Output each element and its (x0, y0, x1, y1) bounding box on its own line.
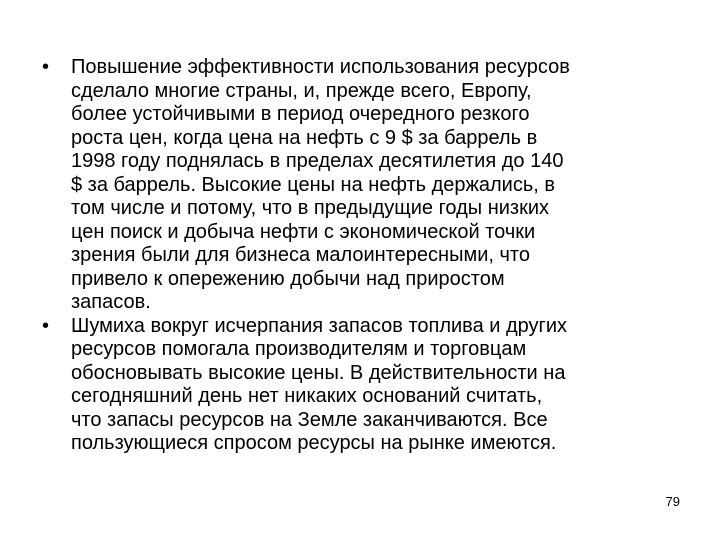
text-line: запасов. (71, 291, 151, 313)
text-line: более устойчивыми в период очередного резкого (71, 103, 530, 125)
text-line: Шумиха вокруг исчерпания запасов топлива и других (71, 314, 568, 337)
slide-body (42, 56, 682, 456)
bullet-text-1 (71, 56, 682, 315)
bullet-list (42, 56, 682, 456)
text-line: что запасы ресурсов на Земле заканчиваются. Все (71, 408, 548, 431)
text-line: сегодняшний день нет никаких оснований считать, (71, 385, 543, 407)
bullet-item-2 (42, 315, 682, 456)
bullet-marker: • (42, 56, 50, 78)
text-line: сделало многие страны, и, прежде всего, Европу, (71, 79, 532, 102)
bullet-text-2 (71, 315, 682, 456)
bullet-item-1 (42, 56, 682, 315)
text-line: том числе и потому, что в предыдущие годы низких (71, 197, 550, 219)
text-line: 1998 году поднялась в пределах десятилетия до 140 (71, 150, 564, 172)
text-line: пользующиеся спросом ресурсы на рынке имеются. (71, 432, 557, 454)
page-number: 79 (665, 494, 680, 509)
text-line: обосновывать высокие цены. В действительности на (71, 361, 566, 384)
text-line: зрения были для бизнеса малоинтересными, что (71, 244, 530, 266)
text-line: цен поиск и добыча нефти с экономической точки (71, 220, 536, 243)
bullet-marker: • (42, 314, 50, 337)
text-line: ресурсов помогала производителям и торговцам (71, 338, 527, 360)
text-line: роста цен, когда цена на нефть с 9 $ за баррель в (71, 126, 538, 149)
text-line: Повышение эффективности использования ресурсов (71, 56, 570, 78)
text-line: привело к опережению добычи над приростом (71, 267, 505, 290)
text-line: $ за баррель. Высокие цены на нефть держались, в (71, 173, 556, 196)
